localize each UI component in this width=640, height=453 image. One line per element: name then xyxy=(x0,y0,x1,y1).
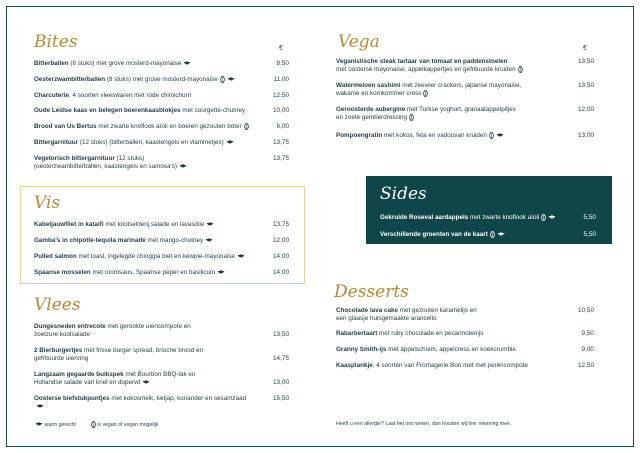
menu-item xyxy=(34,237,255,245)
menu-item-name: Kaasplankje xyxy=(336,362,373,369)
menu-item-price: 12,00 xyxy=(578,106,594,113)
menu-item xyxy=(34,60,255,68)
vegan-leaf-icon xyxy=(541,214,546,221)
menu-item-description: met appelschuim, appelcress en koekcrumble xyxy=(386,346,516,353)
section-title-bites: Bites xyxy=(34,32,78,52)
menu-item-description: met zeewier crackers, japanse mayonaise, xyxy=(400,82,522,89)
menu-item-price: 12,50 xyxy=(578,362,594,369)
menu-item-price: 6,00 xyxy=(276,123,289,130)
menu-item-description: met oosterse mayonaise, appelkappertjes en gefrituurde kruiden xyxy=(336,66,516,74)
menu-item xyxy=(336,132,560,140)
menu-item-price: 10,50 xyxy=(578,307,594,314)
menu-item xyxy=(336,82,560,98)
allergy-footer: Heeft u een allergie? Laat het ons weten, dan houden wij hier rekening mee. xyxy=(336,421,512,427)
currency-symbol: € xyxy=(583,45,587,52)
menu-item-price: 9,00 xyxy=(581,346,594,353)
menu-item xyxy=(380,214,562,222)
menu-item-price: 13,50 xyxy=(273,331,289,338)
menu-item-description: met toast, ingelegde chioggia biet en kewpie-mayonaise xyxy=(76,253,235,260)
menu-item-price: 8,50 xyxy=(276,60,289,67)
menu-item-name: Veganistische steak tartaar van tomaat en paddenstoelen xyxy=(336,58,508,65)
menu-item-name: Spaanse mosselen xyxy=(34,269,91,276)
menu-item xyxy=(34,107,255,115)
menu-item xyxy=(34,155,255,171)
menu-item xyxy=(34,395,255,411)
section-title-vlees: Vlees xyxy=(34,295,81,315)
menu-item xyxy=(380,231,562,239)
section-title-vis: Vis xyxy=(34,193,61,213)
menu-item-description: met Turkse yoghurt, granaatappelpitjes xyxy=(405,106,516,113)
section-title-desserts: Desserts xyxy=(334,282,409,302)
menu-item-name: Verschillende groenten van de kaart xyxy=(380,231,488,239)
menu-item-description: zoetzure koolsalade xyxy=(34,331,91,338)
menu-item-price: 14,75 xyxy=(273,355,289,362)
menu-item-price: 5,50 xyxy=(583,231,596,238)
menu-item-name: Vegetorisch bittergarnituur xyxy=(34,155,115,162)
menu-item-name: Gamba's in chipotle-tequila marinade xyxy=(34,237,146,244)
menu-item-description: met courgette-chutney xyxy=(180,107,246,114)
menu-item-name: Rabarbertaart xyxy=(336,330,378,337)
menu-item-description: met knolselderij salade en lavasolie xyxy=(103,221,205,228)
menu-item-description: een glaasje huisgemaakte arancello xyxy=(336,315,437,322)
menu-item-name: Granny Smith-ijs xyxy=(336,346,387,353)
menu-item xyxy=(336,330,560,338)
menu-item-price: 14,00 xyxy=(273,253,289,260)
menu-item-price: 12,50 xyxy=(273,92,289,99)
menu-item-name: Oude Leidse kaas en belegen boerenkaasblokjes xyxy=(34,107,181,114)
warm-dish-icon xyxy=(35,422,43,427)
currency-symbol: € xyxy=(279,45,283,52)
menu-item xyxy=(336,362,560,370)
menu-item xyxy=(34,221,255,229)
menu-item-name: Langzaam gegaarde buikspek xyxy=(34,371,124,378)
menu-item-price: 10,00 xyxy=(273,107,289,114)
warm-dish-icon xyxy=(142,380,150,385)
menu-item xyxy=(34,92,255,100)
menu-item-price: 14,00 xyxy=(273,269,289,276)
menu-item-description: met ruby chocolade en pecannotenijs xyxy=(377,330,484,337)
menu-item-price: 13,00 xyxy=(578,132,594,139)
menu-item xyxy=(336,307,560,323)
menu-item xyxy=(34,139,255,147)
menu-item-name: Watermeloen sashimi xyxy=(336,82,401,89)
menu-item-name: Oosterse biefstukpuntjes xyxy=(34,395,110,402)
menu-item-description: met zwarte knoflook aïoli xyxy=(468,214,540,222)
menu-item-description: met gerookte uiencompote en xyxy=(105,323,191,330)
menu-item xyxy=(336,106,560,122)
menu-item-description: Hollandse salade van kriel en doperwt xyxy=(34,379,141,386)
menu-item-description: , 4 soorten van Fromagerie Bon met met perencompote xyxy=(372,362,528,369)
menu-item-price: 5,50 xyxy=(583,214,596,221)
menu-item-price: 11,00 xyxy=(273,76,289,83)
legend-warm-label: warm gerecht xyxy=(44,421,76,428)
vegan-leaf-icon xyxy=(518,66,523,73)
menu-item-description: (12 stuks) xyxy=(114,155,145,162)
menu-item xyxy=(336,346,560,354)
menu-item-description: (oesterzwambitterballen, kaastengels en samosa's) xyxy=(34,163,177,170)
menu-item-name: Gekruide Roseval aardappels xyxy=(380,214,469,222)
menu-item-description: , 4 soorten vleeswaren met rode chimichurri xyxy=(69,92,192,99)
warm-dish-icon xyxy=(237,254,245,259)
menu-item-description: (8 stuks) met grove mosterd-mayonaise xyxy=(105,76,218,84)
warm-dish-icon xyxy=(496,133,504,138)
menu-item xyxy=(34,253,255,261)
warm-dish-icon xyxy=(205,238,213,243)
menu-item-description: (8 stuks) met grove mosterd-mayonaise xyxy=(68,60,182,67)
menu-item-description: met gezouten karamelijs en xyxy=(397,307,477,314)
menu-item-name: Dungesneden entrecote xyxy=(34,323,106,330)
menu-item-price: 13,50 xyxy=(578,82,594,89)
menu-item xyxy=(34,371,255,387)
vegan-leaf-icon xyxy=(489,132,494,139)
menu-item-name: Chocolade lava cake xyxy=(336,307,398,314)
vegan-leaf-icon xyxy=(244,123,249,130)
menu-item-description: met zwarte knoflook aïoli en boeren gezouten boter xyxy=(96,123,242,131)
menu-item-name: Charcuterie xyxy=(34,92,69,99)
menu-item-name: Kabeljauwfilet in kataifi xyxy=(34,221,104,228)
vegan-leaf-icon xyxy=(409,114,414,121)
warm-dish-icon xyxy=(179,164,187,169)
menu-item-name: Bittergarnituur xyxy=(34,139,79,146)
warm-dish-icon xyxy=(497,232,505,237)
menu-item-price: 15,50 xyxy=(273,395,289,402)
menu-item-name: Brood van Us Bertus xyxy=(34,123,97,131)
warm-dish-icon xyxy=(226,140,234,145)
warm-dish-icon xyxy=(217,270,225,275)
menu-item-name: Pompoengratin xyxy=(336,132,383,140)
menu-item-description: (12 stuks) (bitterballen, kaastengels en vlammetjes) xyxy=(78,139,224,146)
section-title-sides: Sides xyxy=(380,184,427,204)
menu-item-price: 13,75 xyxy=(273,155,289,162)
section-title-vega: Vega xyxy=(338,32,380,52)
menu-item xyxy=(336,58,560,74)
menu-item-description: met kokos, feta en vadouvan kruiden xyxy=(382,132,487,140)
menu-item-description: met mango-chutney xyxy=(145,237,204,244)
vegan-leaf-icon xyxy=(423,90,428,97)
legend-vegan-label: is vegan of vegan mogelijk xyxy=(97,421,159,428)
menu-item-price: 12,00 xyxy=(273,237,289,244)
legend xyxy=(33,421,158,428)
vegan-leaf-icon xyxy=(220,76,225,83)
menu-item-description: wakame en komkommer cress xyxy=(336,90,422,98)
menu-item-price: 13,75 xyxy=(273,139,289,146)
sides-section-box xyxy=(366,176,612,244)
vegan-leaf-icon xyxy=(490,231,495,238)
menu-item-name: Oesterzwambitterballen xyxy=(34,76,106,84)
warm-dish-icon xyxy=(183,61,191,66)
menu-item-description: gefrituurde uienring xyxy=(34,355,89,362)
menu-item-price: 13,75 xyxy=(273,221,289,228)
menu-item-description: en zoete gemberdressing xyxy=(336,114,408,122)
menu-item-price: 9,50 xyxy=(581,330,594,337)
menu-item xyxy=(34,269,255,277)
menu-item xyxy=(34,323,255,339)
menu-item-price: 13,50 xyxy=(578,58,594,65)
menu-item-name: 2 Bierburgertjes xyxy=(34,347,83,354)
menu-item-name: Geroosterde aubergine xyxy=(336,106,406,113)
warm-dish-icon xyxy=(206,222,214,227)
menu-item xyxy=(34,347,255,363)
menu-item-description: met roomsaus, Spaanse peper en basilicum xyxy=(90,269,216,276)
menu-item-description: met kokosmelk, ketjap, koriander en sesamzaad xyxy=(109,395,247,402)
menu-item-price: 13,00 xyxy=(273,379,289,386)
warm-dish-icon xyxy=(548,215,556,220)
menu-item-name: Bitterballen xyxy=(34,60,69,67)
warm-dish-icon xyxy=(36,404,44,409)
warm-dish-icon xyxy=(227,77,235,82)
menu-item xyxy=(34,76,255,84)
menu-item-name: Pulled salmon xyxy=(34,253,77,260)
menu-item-description: met frisse burger spread, brioche brood en xyxy=(82,347,204,354)
menu-item xyxy=(34,123,255,131)
menu-item-description: met Bourbon BBQ-lak en xyxy=(123,371,196,378)
vegan-leaf-icon xyxy=(91,421,96,428)
